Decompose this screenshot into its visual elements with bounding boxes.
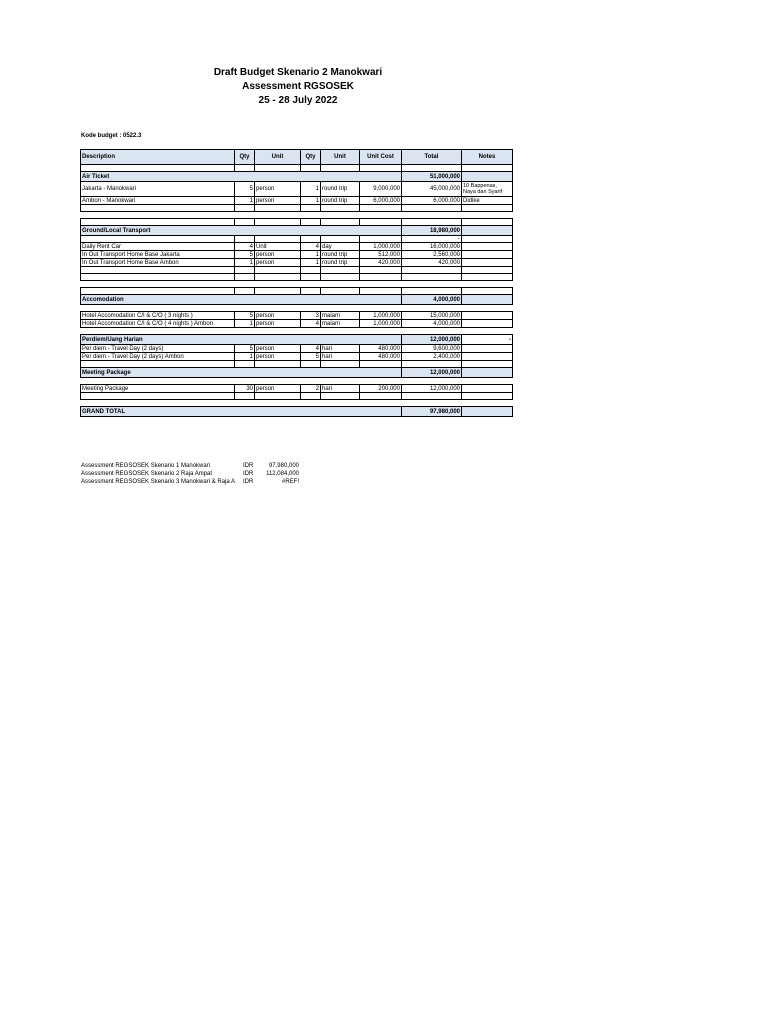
row-total: 15,000,000 — [402, 312, 462, 320]
summary-value: #REF! — [281, 479, 299, 485]
summary-currency: IDR — [243, 463, 254, 469]
kode-budget: Kode budget : 0522.3 — [81, 133, 142, 139]
section-total: 12,000,000 — [402, 335, 462, 345]
grand-total-value: 97,980,000 — [402, 407, 462, 417]
row-notes — [462, 259, 513, 267]
section-total: 18,980,000 — [402, 226, 462, 236]
row-qty: 5 — [235, 251, 255, 259]
section-row-meeting-package — [81, 368, 513, 378]
row-description: In Out Transport Home Base Ambon — [81, 259, 235, 267]
row-unit: person — [255, 345, 301, 353]
row-qty-2: 3 — [301, 312, 321, 320]
row-notes — [462, 243, 513, 251]
dash-value: - — [462, 335, 513, 345]
row-total: 420,000 — [402, 259, 462, 267]
row-unit-2: round trip — [321, 182, 360, 197]
table-row — [81, 345, 513, 353]
table-row — [81, 243, 513, 251]
grand-total-row — [81, 407, 513, 417]
row-unit-cost: 512,000 — [360, 251, 402, 259]
row-notes — [462, 385, 513, 393]
col-header-notes: Notes — [462, 150, 513, 165]
row-qty-2: 1 — [301, 259, 321, 267]
row-total: 2,560,000 — [402, 251, 462, 259]
row-qty: 1 — [235, 353, 255, 361]
table-row — [81, 182, 513, 197]
row-notes — [462, 345, 513, 353]
row-total: 4,000,000 — [402, 320, 462, 328]
row-unit-2: malam — [321, 320, 360, 328]
row-unit-cost: 480,000 — [360, 345, 402, 353]
summary-row — [81, 470, 299, 478]
row-qty-2: 4 — [301, 320, 321, 328]
row-description: In Out Transport Home Base Jakarta — [81, 251, 235, 259]
row-description: Jakarta - Manokwari — [81, 182, 235, 197]
row-unit-cost: 6,000,000 — [360, 197, 402, 205]
table-row — [81, 259, 513, 267]
summary-value: 112,084,000 — [266, 471, 299, 477]
col-header-unit: Unit — [255, 150, 301, 165]
row-unit: person — [255, 197, 301, 205]
row-unit: person — [255, 259, 301, 267]
row-unit-2: day — [321, 243, 360, 251]
row-unit: Unit — [255, 243, 301, 251]
table-row — [81, 353, 513, 361]
document-subtitle: Assessment RGSOSEK — [242, 81, 354, 92]
section-total: 51,000,000 — [402, 172, 462, 182]
row-description: Per diem - Travel Day (2 days) Ambon — [81, 353, 235, 361]
row-unit-cost: 420,000 — [360, 259, 402, 267]
section-row-perdiem — [81, 335, 513, 345]
row-qty: 5 — [235, 182, 255, 197]
row-total: 45,000,000 — [402, 182, 462, 197]
document-title: Draft Budget Skenario 2 Manokwari — [213, 67, 383, 78]
scenario-summary — [81, 462, 299, 486]
row-total: 9,600,000 — [402, 345, 462, 353]
row-unit-2: round trip — [321, 197, 360, 205]
summary-currency: IDR — [243, 479, 254, 485]
grand-total-label: GRAND TOTAL — [81, 407, 402, 417]
row-unit: person — [255, 182, 301, 197]
section-label: Ground/Local Transport — [81, 226, 402, 236]
row-qty-2: 1 — [301, 251, 321, 259]
row-unit-2: round trip — [321, 259, 360, 267]
row-qty: 30 — [235, 385, 255, 393]
table-row — [81, 312, 513, 320]
row-total: 2,400,000 — [402, 353, 462, 361]
col-header-unit-2: Unit — [321, 150, 360, 165]
budget-table — [80, 149, 513, 417]
row-description: Ambon - Manokwari — [81, 197, 235, 205]
table-row — [81, 385, 513, 393]
row-unit-cost: 1,000,000 — [360, 312, 402, 320]
row-qty-2: 1 — [301, 197, 321, 205]
col-header-qty-2: Qty — [301, 150, 321, 165]
row-unit: person — [255, 353, 301, 361]
row-description: Hotel Accomodation C/I & C/O ( 4 nights ) Ambon — [81, 320, 235, 328]
summary-label: Assessment REGSOSEK Skenario 2 Raja Ampat — [81, 471, 213, 477]
row-unit-2: hari — [321, 385, 360, 393]
col-header-unit-cost: Unit Cost — [360, 150, 402, 165]
summary-label: Assessment REGSOSEK Skenario 1 Manokwari — [81, 463, 211, 469]
section-total: 12,000,000 — [402, 368, 462, 378]
section-label: Accomodation — [81, 295, 402, 305]
dash-value: - — [402, 236, 462, 243]
row-qty-2: 1 — [301, 182, 321, 197]
row-qty-2: 4 — [301, 243, 321, 251]
row-unit: person — [255, 385, 301, 393]
row-total: 12,000,000 — [402, 385, 462, 393]
row-unit-cost: 200,000 — [360, 385, 402, 393]
row-unit-2: hari — [321, 353, 360, 361]
summary-value: 97,980,000 — [268, 463, 299, 469]
row-qty-2: 2 — [301, 385, 321, 393]
table-row — [81, 320, 513, 328]
section-total: 4,000,000 — [402, 295, 462, 305]
section-row-air-ticket — [81, 172, 513, 182]
row-unit-2: round trip — [321, 251, 360, 259]
row-unit-cost: 480,000 — [360, 353, 402, 361]
row-unit: person — [255, 312, 301, 320]
summary-row — [81, 462, 299, 470]
section-label: Air Ticket — [81, 172, 402, 182]
row-unit-2: hari — [321, 345, 360, 353]
row-description: Daily Rent Car — [81, 243, 235, 251]
row-qty: 5 — [235, 345, 255, 353]
table-row — [81, 251, 513, 259]
section-label: Meeting Package — [81, 368, 402, 378]
row-qty: 4 — [235, 243, 255, 251]
row-unit-cost: 1,000,000 — [360, 320, 402, 328]
row-notes — [462, 320, 513, 328]
col-header-total: Total — [402, 150, 462, 165]
document-date: 25 - 28 July 2022 — [258, 95, 338, 106]
row-unit-2: malam — [321, 312, 360, 320]
row-qty-2: 5 — [301, 353, 321, 361]
row-unit: person — [255, 320, 301, 328]
row-qty: 1 — [235, 320, 255, 328]
row-qty: 1 — [235, 259, 255, 267]
summary-currency: IDR — [243, 471, 254, 477]
row-unit-cost: 9,000,000 — [360, 182, 402, 197]
row-description: Meeting Package — [81, 385, 235, 393]
row-unit: person — [255, 251, 301, 259]
row-total: 6,000,000 — [402, 197, 462, 205]
row-description: Per diem - Travel Day (2 days) — [81, 345, 235, 353]
table-row — [81, 197, 513, 205]
summary-row — [81, 478, 299, 486]
row-qty: 1 — [235, 197, 255, 205]
row-notes: 10 Bappenas, Naya dan Syarif — [462, 182, 513, 197]
section-row-accomodation — [81, 295, 513, 305]
row-notes — [462, 251, 513, 259]
row-qty-2: 4 — [301, 345, 321, 353]
row-unit-cost: 1,000,000 — [360, 243, 402, 251]
col-header-description: Description — [81, 150, 235, 165]
section-label: Perdiem/Uang Harian — [81, 335, 402, 345]
summary-label: Assessment REGSOSEK Skenario 3 Manokwari & Raja A — [81, 479, 236, 485]
row-notes — [462, 353, 513, 361]
row-total: 16,000,000 — [402, 243, 462, 251]
row-notes: Didike — [462, 197, 513, 205]
row-qty: 5 — [235, 312, 255, 320]
section-row-ground-transport — [81, 226, 513, 236]
row-notes — [462, 312, 513, 320]
row-description: Hotel Accomodation C/I & C/O ( 3 nights ) — [81, 312, 235, 320]
col-header-qty: Qty — [235, 150, 255, 165]
table-header-row — [81, 150, 513, 165]
